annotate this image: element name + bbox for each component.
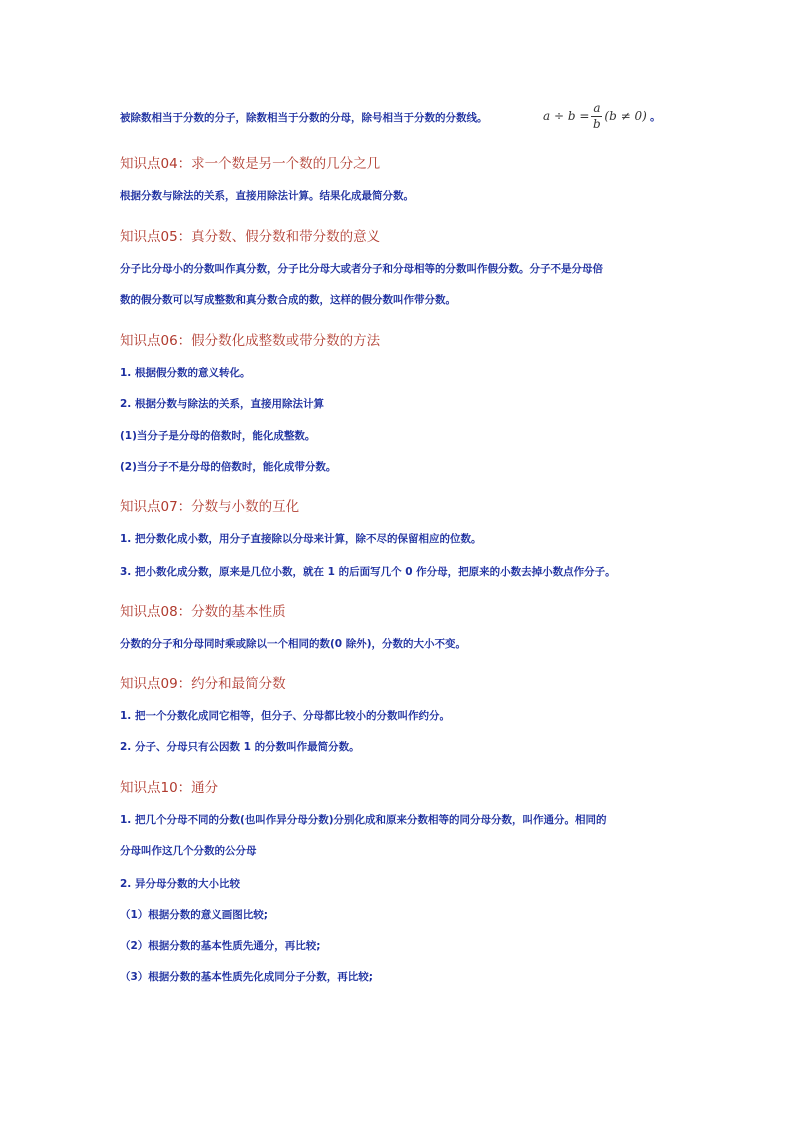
formula-condition: (b ≠ 0)	[604, 109, 647, 123]
s09-line-2: 2. 分子、分母只有公因数 1 的分数叫作最简分数。	[120, 741, 360, 753]
formula-lhs: a ÷ b =	[543, 109, 590, 123]
s05-line-1: 分子比分母小的分数叫作真分数，分子比分母大或者分子和分母相等的分数叫作假分数。分子不是分母倍	[120, 263, 603, 275]
heading-05: 知识点05：真分数、假分数和带分数的意义	[120, 229, 381, 245]
intro-end: 。	[650, 110, 661, 123]
formula-numerator: a	[593, 100, 601, 115]
s07-line-2: 3. 把小数化成分数，原来是几位小数，就在 1 的后面写几个 0 作分母，把原来的小数去掉小数点作分子。	[120, 566, 616, 578]
s10-line-4: （1）根据分数的意义画图比较;	[120, 909, 269, 921]
heading-07: 知识点07：分数与小数的互化	[120, 499, 300, 515]
s10-line-5: （2）根据分数的基本性质先通分，再比较;	[120, 940, 321, 952]
formula-fraction	[591, 101, 602, 132]
intro-text: 被除数相当于分数的分子，除数相当于分数的分母，除号相当于分数的分数线。	[120, 112, 488, 124]
division-fraction-formula	[543, 96, 647, 136]
s05-line-2: 数的假分数可以写成整数和真分数合成的数，这样的假分数叫作带分数。	[120, 294, 456, 306]
heading-10: 知识点10：通分	[120, 780, 219, 796]
s08-line-1: 分数的分子和分母同时乘或除以一个相同的数(0 除外)，分数的大小不变。	[120, 638, 467, 650]
s10-line-3: 2. 异分母分数的大小比较	[120, 878, 240, 890]
formula-denominator: b	[593, 116, 601, 131]
s10-line-1: 1. 把几个分母不同的分数(也叫作异分母分数)分别化成和原来分数相等的同分母分数，叫作通分。相同的	[120, 814, 607, 826]
s06-line-4: (2)当分子不是分母的倍数时，能化成带分数。	[120, 461, 337, 473]
s06-line-1: 1. 根据假分数的意义转化。	[120, 367, 251, 379]
s04-line-1: 根据分数与除法的关系，直接用除法计算。结果化成最简分数。	[120, 190, 414, 202]
heading-04: 知识点04：求一个数是另一个数的几分之几	[120, 156, 381, 172]
s10-line-6: （3）根据分数的基本性质先化成同分子分数，再比较;	[120, 971, 374, 983]
heading-06: 知识点06：假分数化成整数或带分数的方法	[120, 333, 381, 349]
s07-line-1: 1. 把分数化成小数，用分子直接除以分母来计算，除不尽的保留相应的位数。	[120, 533, 482, 545]
s06-line-2: 2. 根据分数与除法的关系，直接用除法计算	[120, 398, 324, 410]
s10-line-2: 分母叫作这几个分数的公分母	[120, 845, 257, 857]
heading-09: 知识点09：约分和最简分数	[120, 676, 286, 692]
s06-line-3: (1)当分子是分母的倍数时，能化成整数。	[120, 430, 316, 442]
heading-08: 知识点08：分数的基本性质	[120, 604, 286, 620]
s09-line-1: 1. 把一个分数化成同它相等，但分子、分母都比较小的分数叫作约分。	[120, 710, 450, 722]
